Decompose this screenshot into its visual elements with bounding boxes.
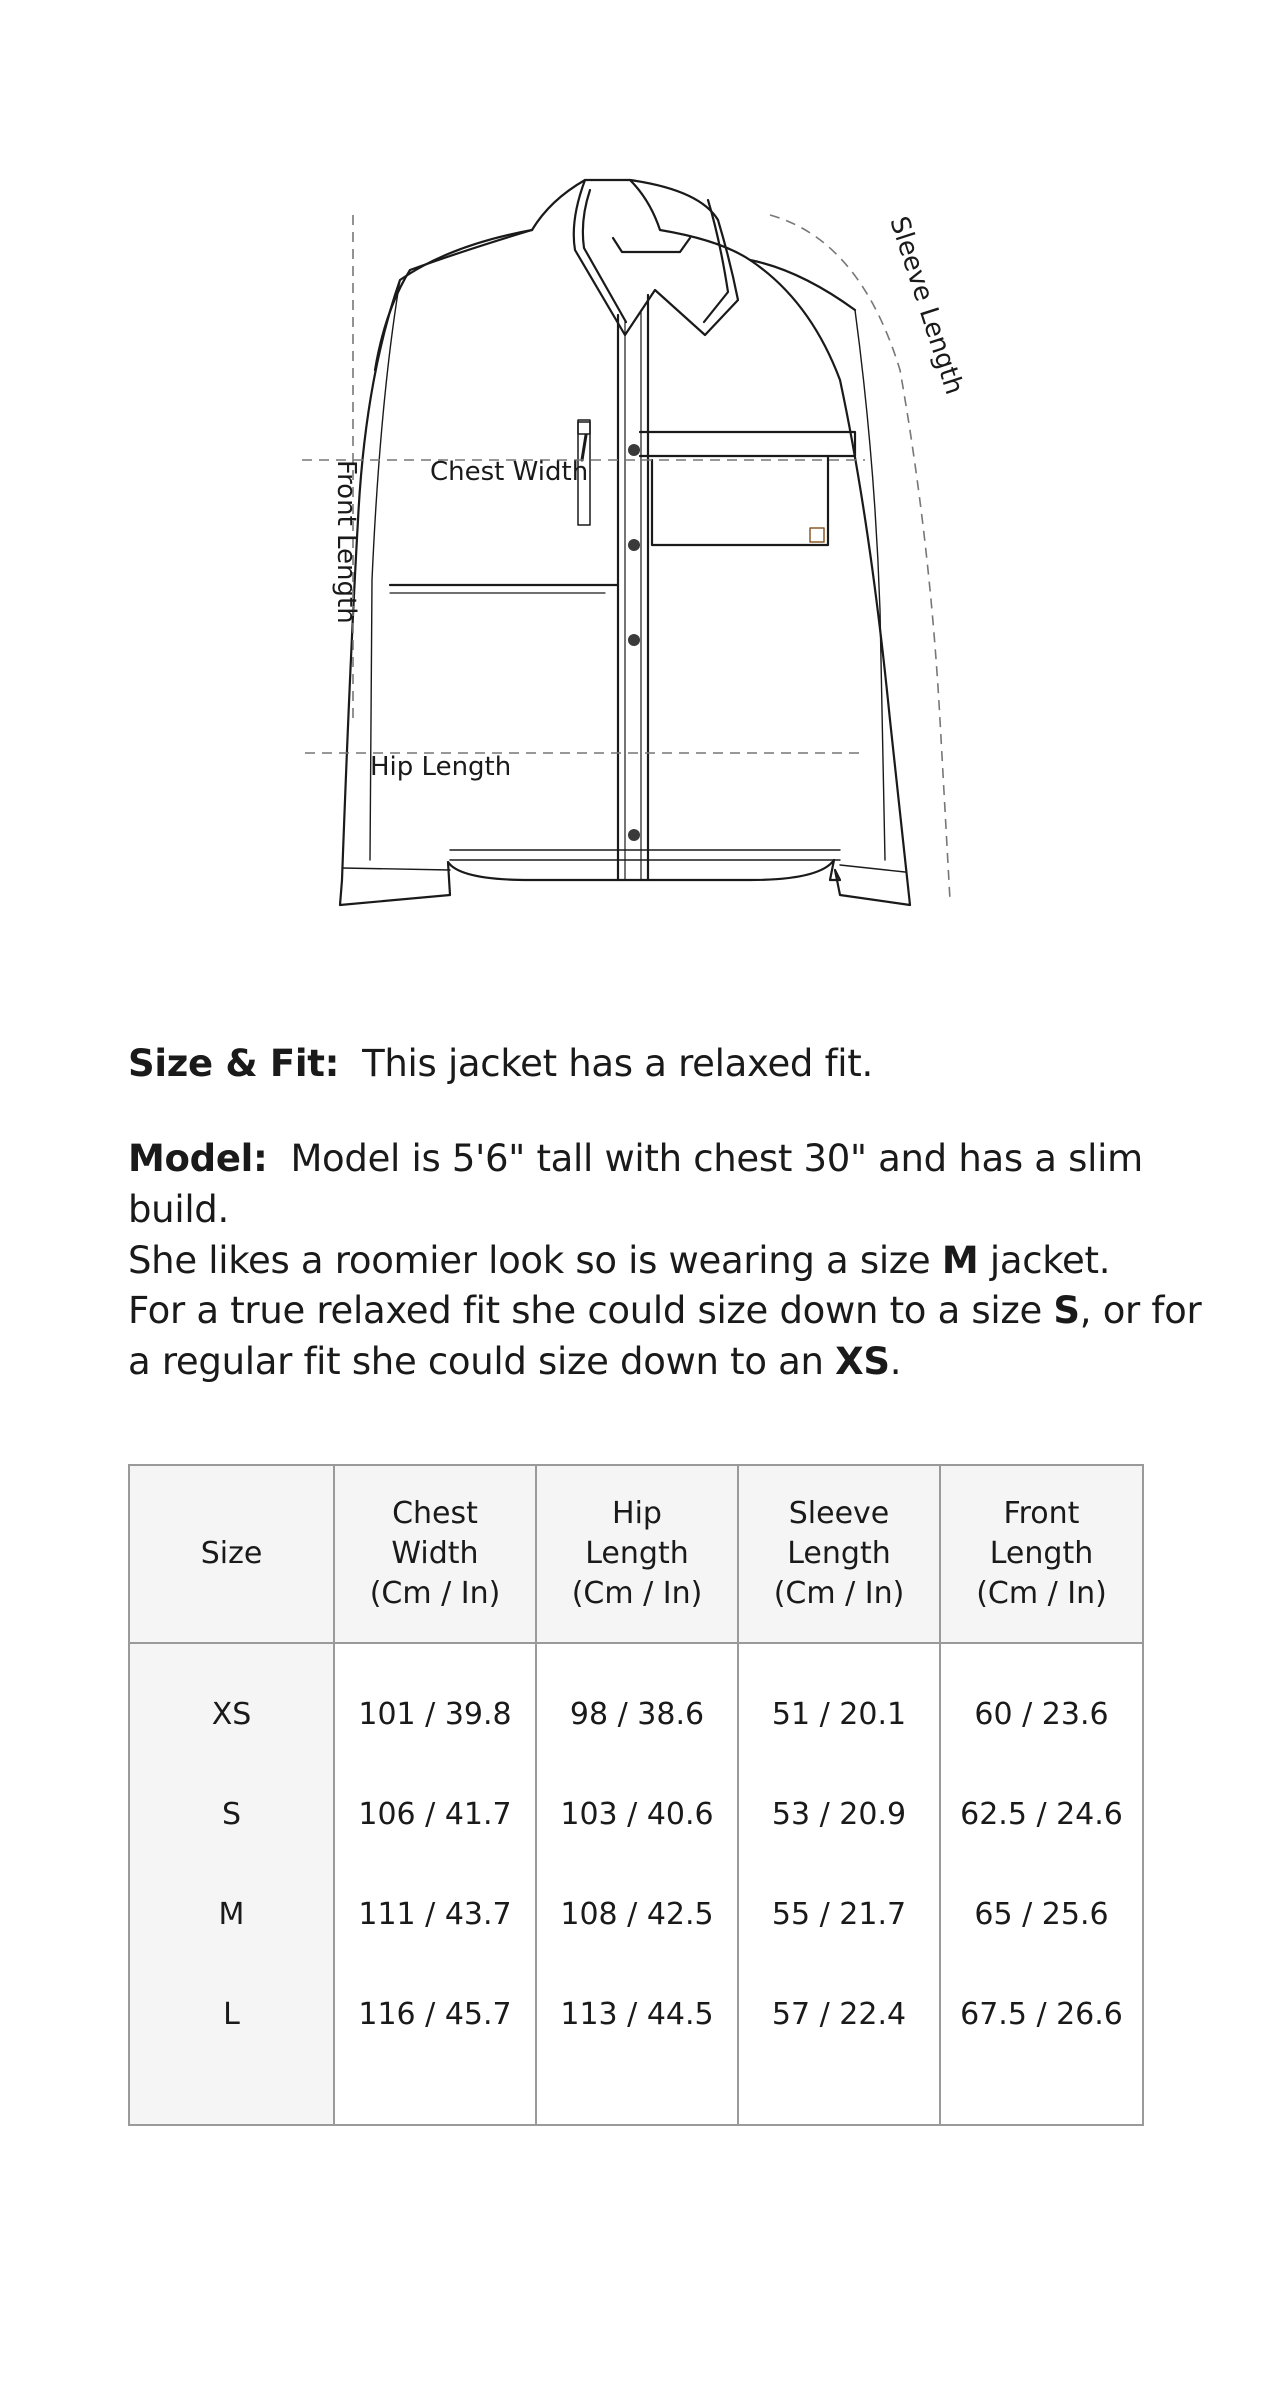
hip-length-cell: 103 / 40.6 <box>536 1764 738 1864</box>
model-label: Model: <box>128 1137 268 1180</box>
table-row <box>129 1643 1143 1764</box>
header-front-length: Front Length (Cm / In) <box>940 1465 1143 1643</box>
chest-width-cell: 116 / 45.7 <box>334 1964 536 2125</box>
header-size: Size <box>129 1465 334 1643</box>
chest-width-cell: 111 / 43.7 <box>334 1864 536 1964</box>
hip-length-cell: 98 / 38.6 <box>536 1643 738 1764</box>
size-cell: S <box>129 1764 334 1864</box>
sleeve-length-cell: 53 / 20.9 <box>738 1764 940 1864</box>
size-chart-table <box>128 1464 1144 2126</box>
size-fit-section <box>128 1038 1238 1089</box>
size-cell: M <box>129 1864 334 1964</box>
hip-length-cell: 108 / 42.5 <box>536 1864 738 1964</box>
front-length-label: Front Length <box>331 460 361 624</box>
fit-advice-line1-pre: For a true relaxed fit she could size down to a size <box>128 1289 1054 1332</box>
model-line2-post: jacket. <box>978 1239 1111 1282</box>
model-line1: Model is 5'6" tall with chest 30" and has a slim build. <box>128 1137 1143 1231</box>
front-length-cell: 60 / 23.6 <box>940 1643 1143 1764</box>
header-hip-length: Hip Length (Cm / In) <box>536 1465 738 1643</box>
model-line2-pre: She likes a roomier look so is wearing a size <box>128 1239 942 1282</box>
jacket-diagram <box>300 160 1000 960</box>
chest-width-cell: 106 / 41.7 <box>334 1764 536 1864</box>
sleeve-length-cell: 51 / 20.1 <box>738 1643 940 1764</box>
header-chest-width: Chest Width (Cm / In) <box>334 1465 536 1643</box>
size-fit-text: This jacket has a relaxed fit. <box>362 1042 873 1085</box>
table-row <box>129 1864 1143 1964</box>
size-fit-label: Size & Fit: <box>128 1042 340 1085</box>
sleeve-length-cell: 57 / 22.4 <box>738 1964 940 2125</box>
fit-advice-size-s: S <box>1053 1289 1080 1332</box>
front-length-cell: 67.5 / 26.6 <box>940 1964 1143 2125</box>
hip-length-cell: 113 / 44.5 <box>536 1964 738 2125</box>
fit-advice-line2-pre: a regular fit she could size down to an <box>128 1340 836 1383</box>
front-length-cell: 65 / 25.6 <box>940 1864 1143 1964</box>
model-size: M <box>941 1239 979 1282</box>
chest-width-cell: 101 / 39.8 <box>334 1643 536 1764</box>
model-section <box>128 1133 1238 1286</box>
fit-advice-section <box>128 1285 1238 1387</box>
size-cell: L <box>129 1964 334 2125</box>
fit-advice-line2-post: . <box>889 1340 902 1383</box>
table-header-row <box>129 1465 1143 1643</box>
sleeve-length-cell: 55 / 21.7 <box>738 1864 940 1964</box>
buttons <box>628 444 640 841</box>
hip-length-label: Hip Length <box>370 752 512 782</box>
front-length-cell: 62.5 / 24.6 <box>940 1764 1143 1864</box>
sleeve-length-label: Sleeve Length <box>883 212 970 399</box>
header-sleeve-length: Sleeve Length (Cm / In) <box>738 1465 940 1643</box>
table-row <box>129 1964 1143 2125</box>
fit-advice-size-xs: XS <box>835 1340 890 1383</box>
chest-width-label: Chest Width <box>430 457 589 487</box>
jacket-illustration <box>300 160 1000 960</box>
table-row <box>129 1764 1143 1864</box>
fit-advice-line1-post: , or for <box>1079 1289 1202 1332</box>
size-cell: XS <box>129 1643 334 1764</box>
